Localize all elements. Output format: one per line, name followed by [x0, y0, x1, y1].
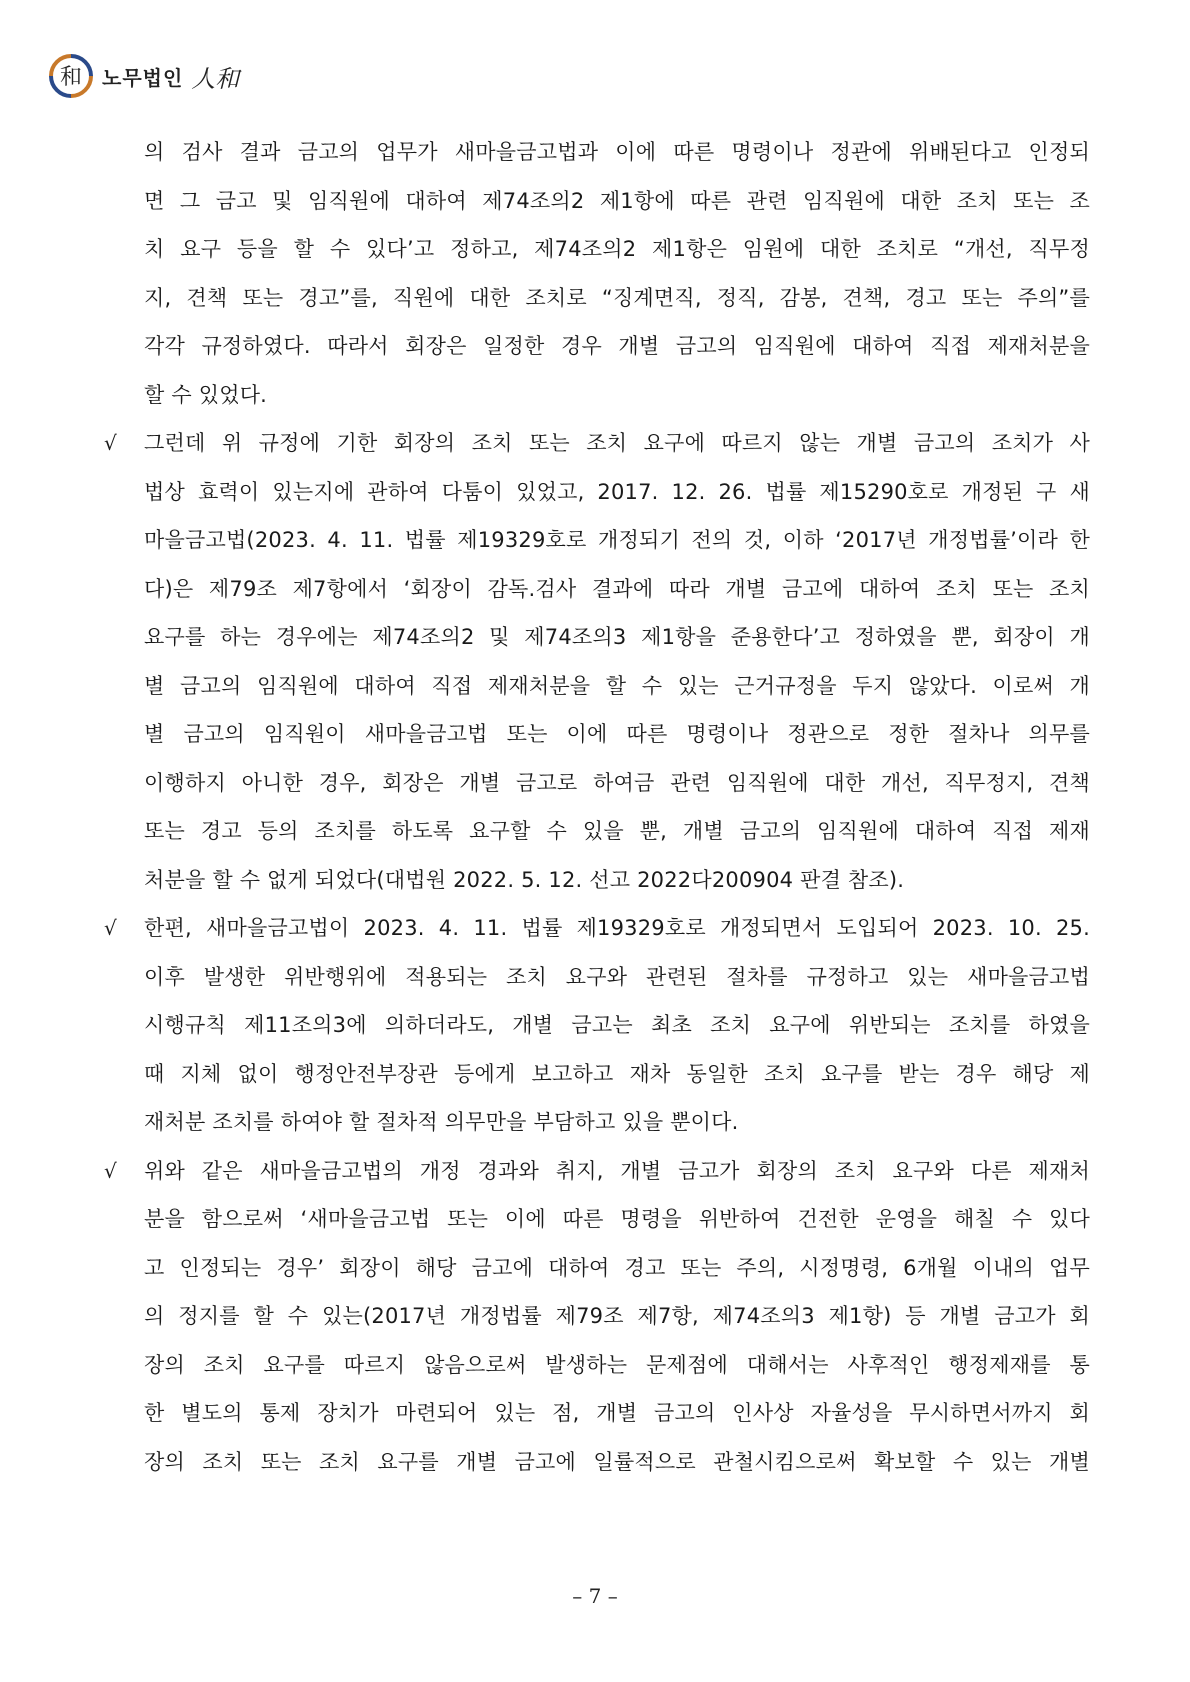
- text-line: 시행규칙 제11조의3에 의하더라도, 개별 금고는 최초 조치 요구에 위반되는 조치를 하였을: [144, 1013, 1090, 1037]
- text-line: 때 지체 없이 행정안전부장관 등에게 보고하고 재차 동일한 조치 요구를 받는 경우 해당 제: [144, 1061, 1090, 1086]
- logo-character: 和: [59, 65, 83, 90]
- text-line: 별 금고의 임직원에 대하여 직접 제재처분을 할 수 있는 근거규정을 두지 않았다. 이로써 개: [144, 673, 1090, 698]
- text-line: 면 그 금고 및 임직원에 대하여 제74조의2 제1항에 따른 관련 임직원에 대한 조치 또는 조: [144, 188, 1090, 213]
- text-line: 법상 효력이 있는지에 관하여 다툼이 있었고, 2017. 12. 26. 법률 제15290호로 개정된 구 새: [144, 479, 1090, 504]
- check-bullet-icon: √: [104, 431, 117, 455]
- text-line: 장의 조치 또는 조치 요구를 개별 금고에 일률적으로 관철시킴으로써 확보할 수 있는 개별: [144, 1449, 1090, 1474]
- text-line: 별 금고의 임직원이 새마을금고법 또는 이에 따른 명령이나 정관으로 정한 절차나 의무를: [144, 722, 1090, 746]
- text-line: 고 인정되는 경우’ 회장이 해당 금고에 대하여 경고 또는 주의, 시정명령, 6개월 이내의 업무: [144, 1255, 1090, 1280]
- text-line: 의 검사 결과 금고의 업무가 새마을금고법과 이에 따른 명령이나 정관에 위배된다고 인정되: [144, 140, 1090, 164]
- text-line: 이행하지 아니한 경우, 회장은 개별 금고로 하여금 관련 임직원에 대한 개선, 직무정지, 견책: [144, 770, 1090, 795]
- text-line: 한 별도의 통제 장치가 마련되어 있는 점, 개별 금고의 인사상 자율성을 무시하면서까지 회: [144, 1401, 1090, 1425]
- text-line: 마을금고법(2023. 4. 11. 법률 제19329호로 개정되기 전의 것, 이하 ‘2017년 개정법률’이라 한: [144, 528, 1090, 552]
- paragraph-continuation: [100, 128, 1090, 419]
- paragraph-bullet-1: [100, 419, 1090, 904]
- paragraph-bullet-2: [100, 904, 1090, 1147]
- text-line: 지, 견책 또는 경고”를, 직원에 대한 조치로 “징계면직, 정직, 감봉, 견책, 경고 또는 주의”를: [144, 285, 1090, 310]
- text-line: 또는 경고 등의 조치를 하도록 요구할 수 있을 뿐, 개별 금고의 임직원에 대하여 직접 제재: [144, 819, 1090, 843]
- text-line: 처분을 할 수 없게 되었다(대법원 2022. 5. 12. 선고 2022다200904 판결 참조).: [144, 867, 905, 892]
- text-line: 할 수 있었다.: [144, 382, 268, 407]
- text-line: 치 요구 등을 할 수 있다’고 정하고, 제74조의2 제1항은 임원에 대한 조치로 “개선, 직무정: [144, 237, 1090, 261]
- paragraph-bullet-3: [100, 1147, 1090, 1487]
- text-line: 의 정지를 할 수 있는(2017년 개정법률 제79조 제7항, 제74조의3 제1항) 등 개별 금고가 회: [144, 1304, 1090, 1328]
- text-line: 다)은 제79조 제7항에서 ‘회장이 감독.검사 결과에 따라 개별 금고에 대하여 조치 또는 조치: [144, 576, 1090, 601]
- firm-logo-icon: [48, 53, 94, 99]
- check-bullet-icon: √: [104, 916, 117, 940]
- text-line: 위와 같은 새마을금고법의 개정 경과와 취지, 개별 금고가 회장의 조치 요구와 다른 제재처: [144, 1158, 1090, 1183]
- check-bullet-icon: √: [104, 1158, 117, 1183]
- text-line: 그런데 위 규정에 기한 회장의 조치 또는 조치 요구에 따르지 않는 개별 금고의 조치가 사: [144, 431, 1090, 455]
- firm-name-script: 人和: [191, 64, 240, 93]
- text-line: 각각 규정하였다. 따라서 회장은 일정한 경우 개별 금고의 임직원에 대하여 직접 제재처분을: [144, 334, 1090, 358]
- text-line: 요구를 하는 경우에는 제74조의2 및 제74조의3 제1항을 준용한다’고 정하였을 뿐, 회장이 개: [144, 625, 1090, 649]
- page-header: [48, 52, 239, 100]
- text-line: 분을 함으로써 ‘새마을금고법 또는 이에 따른 명령을 위반하여 건전한 운영을 해칠 수 있다: [144, 1207, 1090, 1231]
- firm-name: 노무법인: [102, 65, 184, 90]
- page-number: – 7 –: [572, 1584, 618, 1608]
- text-line: 한편, 새마을금고법이 2023. 4. 11. 법률 제19329호로 개정되면서 도입되어 2023. 10. 25.: [144, 916, 1090, 940]
- document-body: [100, 128, 1090, 1486]
- text-line: 이후 발생한 위반행위에 적용되는 조치 요구와 관련된 절차를 규정하고 있는 새마을금고법: [144, 964, 1090, 989]
- text-line: 장의 조치 요구를 따르지 않음으로써 발생하는 문제점에 대해서는 사후적인 행정제재를 통: [144, 1352, 1090, 1377]
- text-line: 재처분 조치를 하여야 할 절차적 의무만을 부담하고 있을 뿐이다.: [144, 1110, 739, 1134]
